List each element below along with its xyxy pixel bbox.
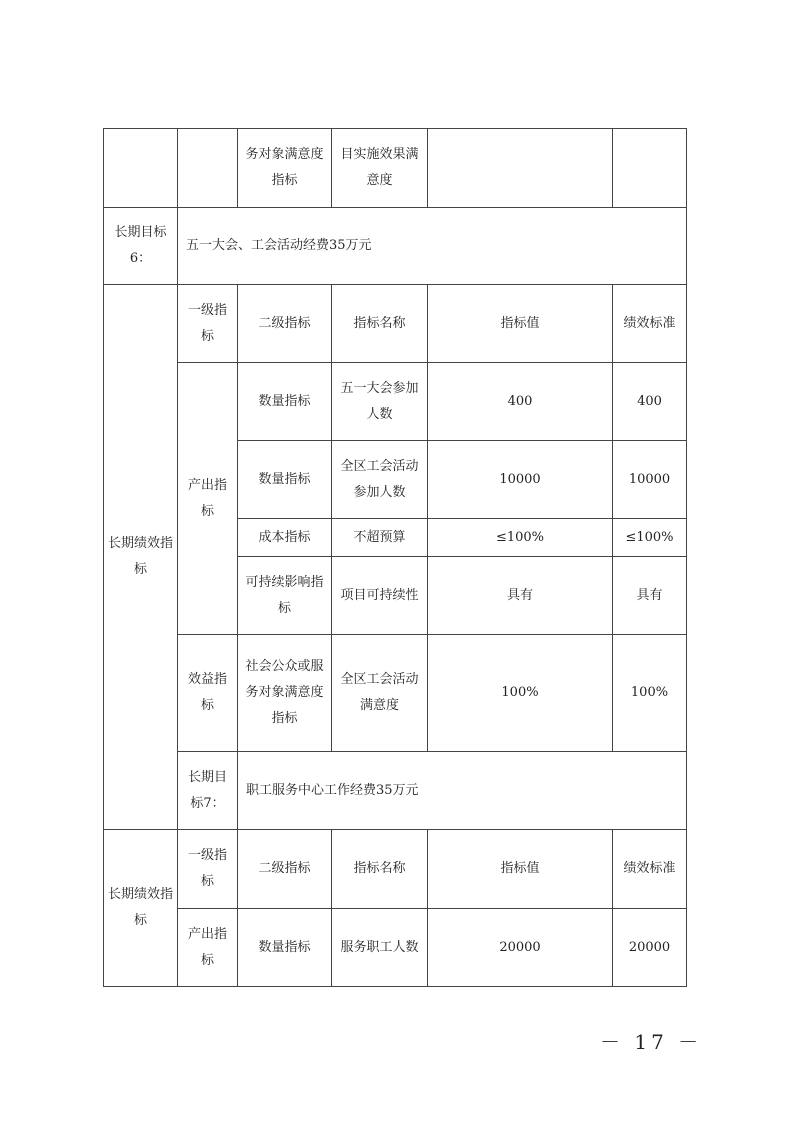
table-row	[104, 363, 687, 441]
cell-performance-standard: 20000	[613, 909, 687, 987]
page-number: － 17 －	[600, 1030, 703, 1054]
cell-performance-standard: 具有	[613, 557, 687, 635]
cell-level2: 可持续影响指标	[238, 557, 332, 635]
cell-level2: 社会公众或服务对象满意度指标	[238, 635, 332, 752]
header-level1: 一级指标	[178, 830, 238, 909]
benefit-indicator-label: 效益指标	[178, 635, 238, 752]
cell-indicator-value: 400	[428, 363, 613, 441]
cell-level2: 成本指标	[238, 519, 332, 557]
goal-6-text: 五一大会、工会活动经费35万元	[178, 208, 687, 285]
goal-7-text: 职工服务中心工作经费35万元	[238, 752, 687, 830]
table-row	[104, 635, 687, 752]
long-term-indicator-label: 长期绩效指标	[104, 285, 178, 830]
cell-indicator-name: 五一大会参加人数	[332, 363, 428, 441]
header-standard: 绩效标准	[613, 830, 687, 909]
header-name: 指标名称	[332, 830, 428, 909]
cell-empty	[178, 129, 238, 208]
cell-performance-standard: 400	[613, 363, 687, 441]
cell-indicator-name: 项目可持续性	[332, 557, 428, 635]
performance-table	[103, 128, 687, 987]
header-level2: 二级指标	[238, 830, 332, 909]
cell-indicator-value: 10000	[428, 441, 613, 519]
cell-performance-standard	[613, 129, 687, 208]
cell-level2: 数量指标	[238, 363, 332, 441]
header-level2: 二级指标	[238, 285, 332, 363]
goal-6-label: 长期目标6：	[104, 208, 178, 285]
header-level1: 一级指标	[178, 285, 238, 363]
header-name: 指标名称	[332, 285, 428, 363]
cell-level2: 务对象满意度指标	[238, 129, 332, 208]
cell-indicator-name: 目实施效果满意度	[332, 129, 428, 208]
cell-performance-standard: 100%	[613, 635, 687, 752]
header-row	[104, 830, 687, 909]
goal-7-row	[104, 752, 687, 830]
goal-7-label: 长期目标7：	[178, 752, 238, 830]
cell-indicator-value: 具有	[428, 557, 613, 635]
cell-indicator-value	[428, 129, 613, 208]
long-term-indicator-label: 长期绩效指标	[104, 830, 178, 987]
cell-level2: 数量指标	[238, 441, 332, 519]
output-indicator-label: 产出指标	[178, 363, 238, 635]
cell-empty	[104, 129, 178, 208]
goal-6-row	[104, 208, 687, 285]
cell-indicator-value: 100%	[428, 635, 613, 752]
header-value: 指标值	[428, 285, 613, 363]
output-indicator-label: 产出指标	[178, 909, 238, 987]
cell-level2: 数量指标	[238, 909, 332, 987]
header-row	[104, 285, 687, 363]
cell-indicator-name: 不超预算	[332, 519, 428, 557]
cell-performance-standard: ≤100%	[613, 519, 687, 557]
cell-indicator-name: 全区工会活动参加人数	[332, 441, 428, 519]
header-value: 指标值	[428, 830, 613, 909]
cell-indicator-name: 服务职工人数	[332, 909, 428, 987]
cell-performance-standard: 10000	[613, 441, 687, 519]
header-standard: 绩效标准	[613, 285, 687, 363]
continuation-row	[104, 129, 687, 208]
cell-indicator-value: 20000	[428, 909, 613, 987]
cell-indicator-name: 全区工会活动满意度	[332, 635, 428, 752]
cell-indicator-value: ≤100%	[428, 519, 613, 557]
table-row	[104, 909, 687, 987]
